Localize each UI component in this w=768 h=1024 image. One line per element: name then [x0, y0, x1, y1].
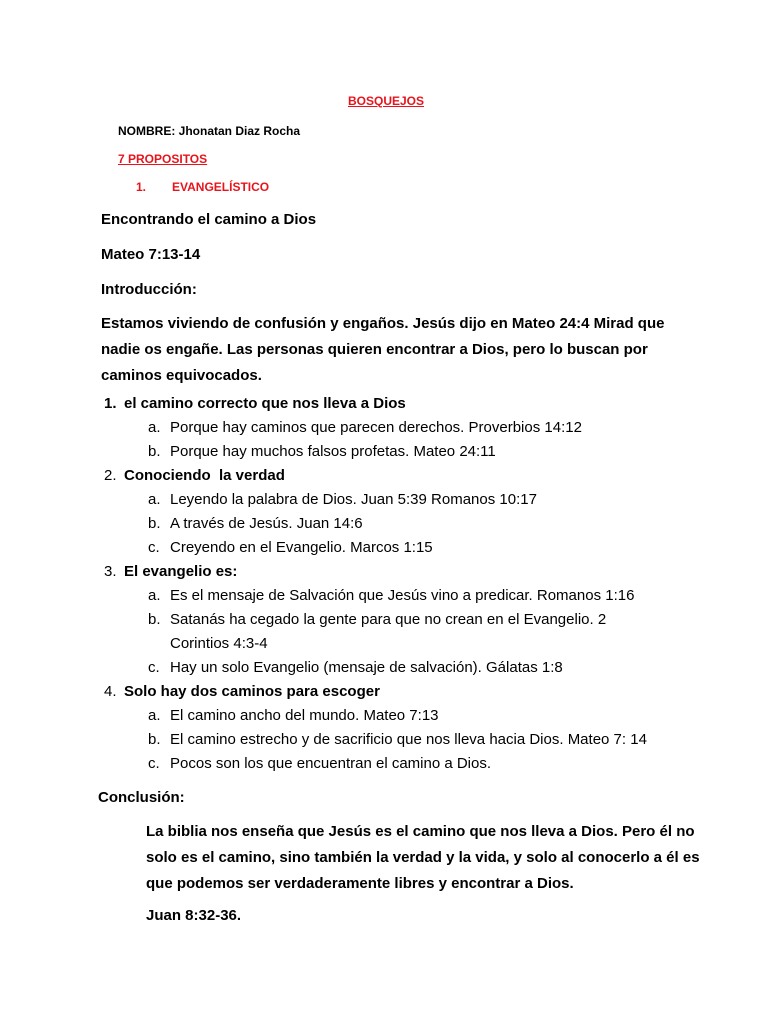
sub-item-text: Es el mensaje de Salvación que Jesús vino a predicar. Romanos 1:16 [170, 587, 635, 604]
sub-item-text: Porque hay muchos falsos profetas. Mateo 24:11 [170, 443, 496, 460]
point-number: 4. [104, 683, 117, 700]
point-number: 1. [104, 395, 117, 412]
sub-letter: b. [148, 515, 161, 532]
name-line: NOMBRE: Jhonatan Diaz Rocha [118, 124, 301, 138]
sub-item-text: Leyendo la palabra de Dios. Juan 5:39 Romanos 10:17 [170, 491, 537, 508]
point-heading: Solo hay dos caminos para escoger [124, 683, 380, 700]
point-heading: El evangelio es: [124, 563, 238, 580]
point-heading: Conociendo la verdad [124, 467, 285, 484]
document-title: BOSQUEJOS [348, 94, 425, 108]
sub-letter: b. [148, 731, 161, 748]
sub-item-text: Creyendo en el Evangelio. Marcos 1:15 [170, 539, 433, 556]
intro-heading: Introducción: [101, 281, 197, 298]
conclusion-heading: Conclusión: [98, 789, 185, 806]
sub-letter: a. [148, 587, 161, 604]
sub-item-text: Pocos son los que encuentran el camino a Dios. [170, 755, 492, 772]
sub-letter: a. [148, 707, 161, 724]
sub-item-text: El camino ancho del mundo. Mateo 7:13 [170, 707, 439, 724]
sub-letter: c. [148, 755, 160, 772]
sub-letter: c. [148, 659, 160, 676]
sub-item-text: Satanás ha cegado la gente para que no crean en el Evangelio. 2 [170, 611, 607, 628]
sub-item-text: Porque hay caminos que parecen derechos. Proverbios 14:12 [170, 419, 582, 436]
sub-letter: b. [148, 443, 161, 460]
sub-item-text: El camino estrecho y de sacrificio que nos lleva hacia Dios. Mateo 7: 14 [170, 731, 647, 748]
sub-letter: a. [148, 491, 161, 508]
sub-item-text: A través de Jesús. Juan 14:6 [170, 515, 363, 532]
point-number: 3. [104, 563, 117, 580]
purposes-heading: 7 PROPOSITOS [118, 152, 208, 166]
point-heading: el camino correcto que nos lleva a Dios [124, 395, 406, 412]
sub-item-text: Hay un solo Evangelio (mensaje de salvación). Gálatas 1:8 [170, 659, 563, 676]
purpose-label: EVANGELÍSTICO [172, 180, 270, 194]
sub-letter: c. [148, 539, 160, 556]
point-number: 2. [104, 467, 117, 484]
sermon-title: Encontrando el camino a Dios [101, 211, 317, 228]
sub-letter: a. [148, 419, 161, 436]
purpose-number: 1. [136, 180, 147, 194]
sermon-reference: Mateo 7:13-14 [101, 246, 201, 263]
sub-letter: b. [148, 611, 161, 628]
conclusion-paragraph: La biblia nos enseña que Jesús es el camino que nos lleva a Dios. Pero él no solo es el camino, sino también la verdad y la vida, y solo al conocerlo a él es que podemos ser verdaderamente libres y encontrar a Dios. [146, 823, 700, 892]
sub-item-continuation: Corintios 4:3-4 [170, 635, 268, 652]
intro-paragraph: Estamos viviendo de confusión y engaños. Jesús dijo en Mateo 24:4 Mirad que nadie os engañe. Las personas quieren encontrar a Dios, pero lo buscan por caminos equivocados. [101, 315, 665, 384]
conclusion-reference: Juan 8:32-36. [146, 907, 242, 924]
